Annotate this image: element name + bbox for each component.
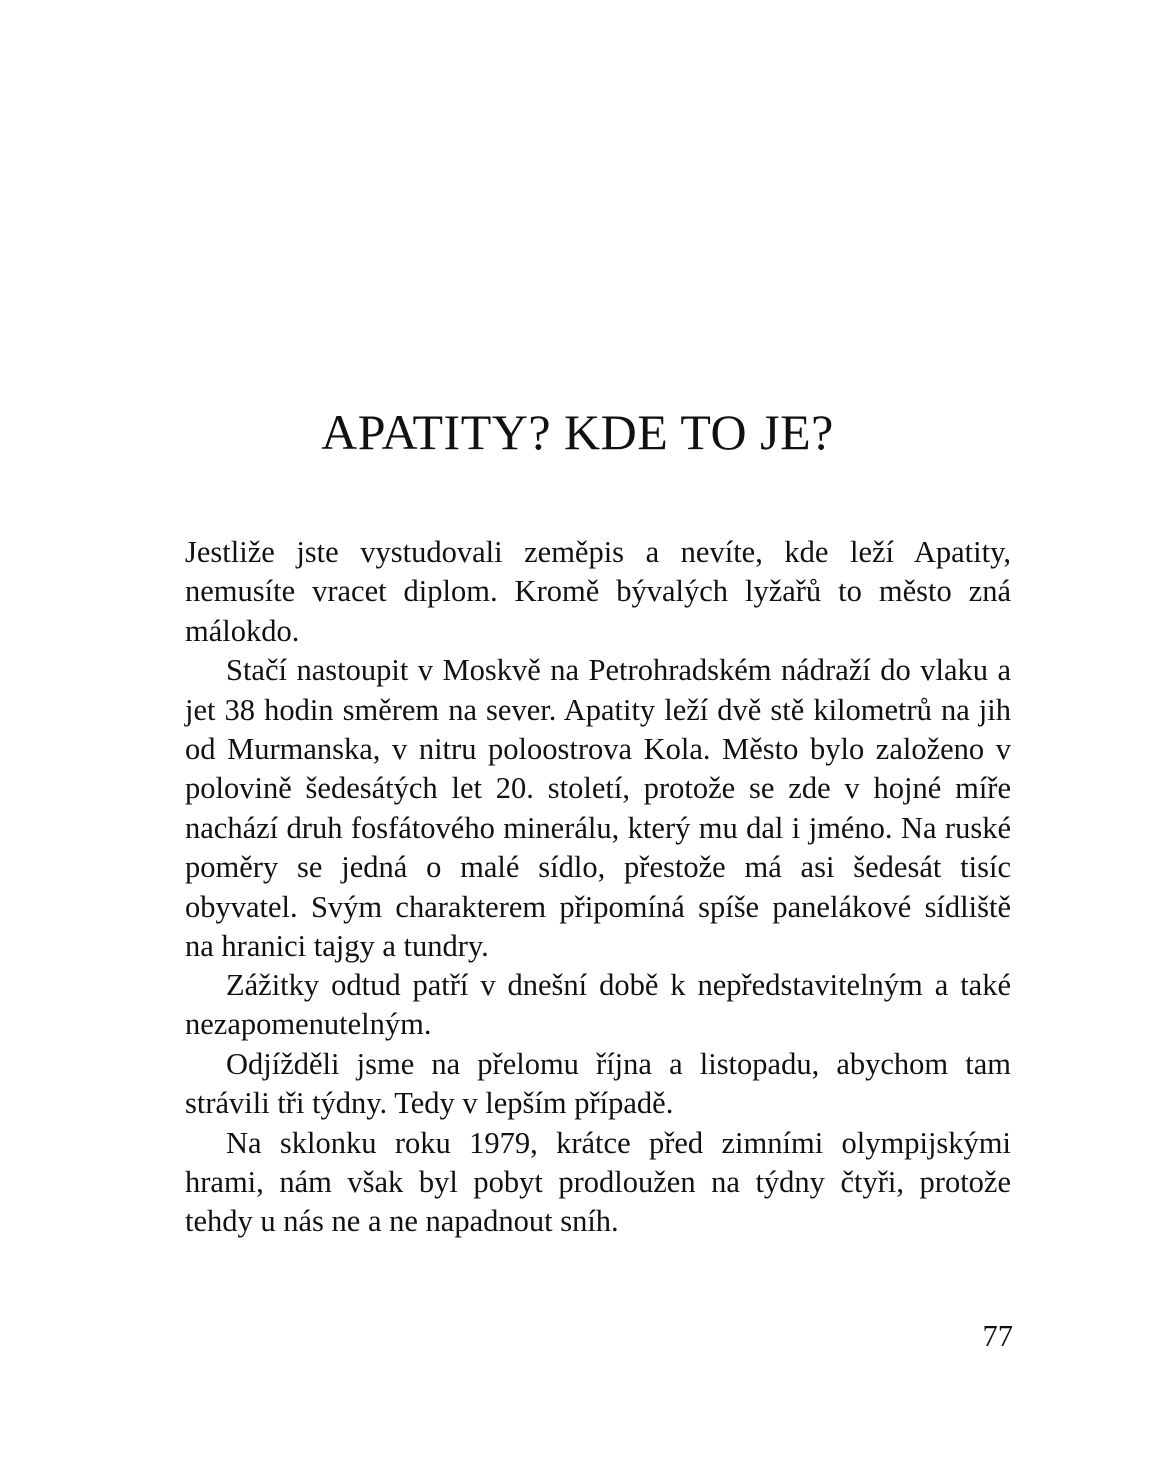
paragraph: Stačí nastoupit v Moskvě na Petrohradském nádraží do vlaku a jet 38 hodin směrem na sever. Apatity leží dvě stě kilometrů na jih od Murmanska, v nitru poloostrova Kola. Město bylo založeno v polovině šedesátých let 20. století, protože se zde v hojné míře nachází druh fosfátového minerálu, který mu dal i jméno. Na ruské poměry se jedná o malé sídlo, přestože má asi šedesát tisíc obyvatel. Svým charakterem připomíná spíše panelákové sídliště na hranici tajgy a tundry.: [185, 653, 1011, 964]
paragraph: Odjížděli jsme na přelomu října a listopadu, abychom tam strávili tři týdny. Tedy v lepším případě.: [185, 1046, 1011, 1121]
page-number: 77: [982, 1319, 1013, 1353]
section-1: [185, 533, 1011, 966]
paragraph: Jestliže jste vystudovali zeměpis a nevíte, kde leží Apatity, nemusíte vracet diplom. Kromě bývalých lyžařů to město zná málokdo.: [185, 535, 1011, 648]
paragraph: Na sklonku roku 1979, krátce před zimními olympijskými hrami, nám však byl pobyt prodloužen na týdny čtyři, protože tehdy u nás ne a ne napadnout sníh.: [185, 1125, 1011, 1239]
section-2: [185, 966, 1011, 1242]
chapter-title: APATITY? KDE TO JE?: [321, 404, 834, 460]
paragraph: Zážitky odtud patří v dnešní době k nepředstavitelným a také nezapomenutelným.: [185, 968, 1011, 1042]
